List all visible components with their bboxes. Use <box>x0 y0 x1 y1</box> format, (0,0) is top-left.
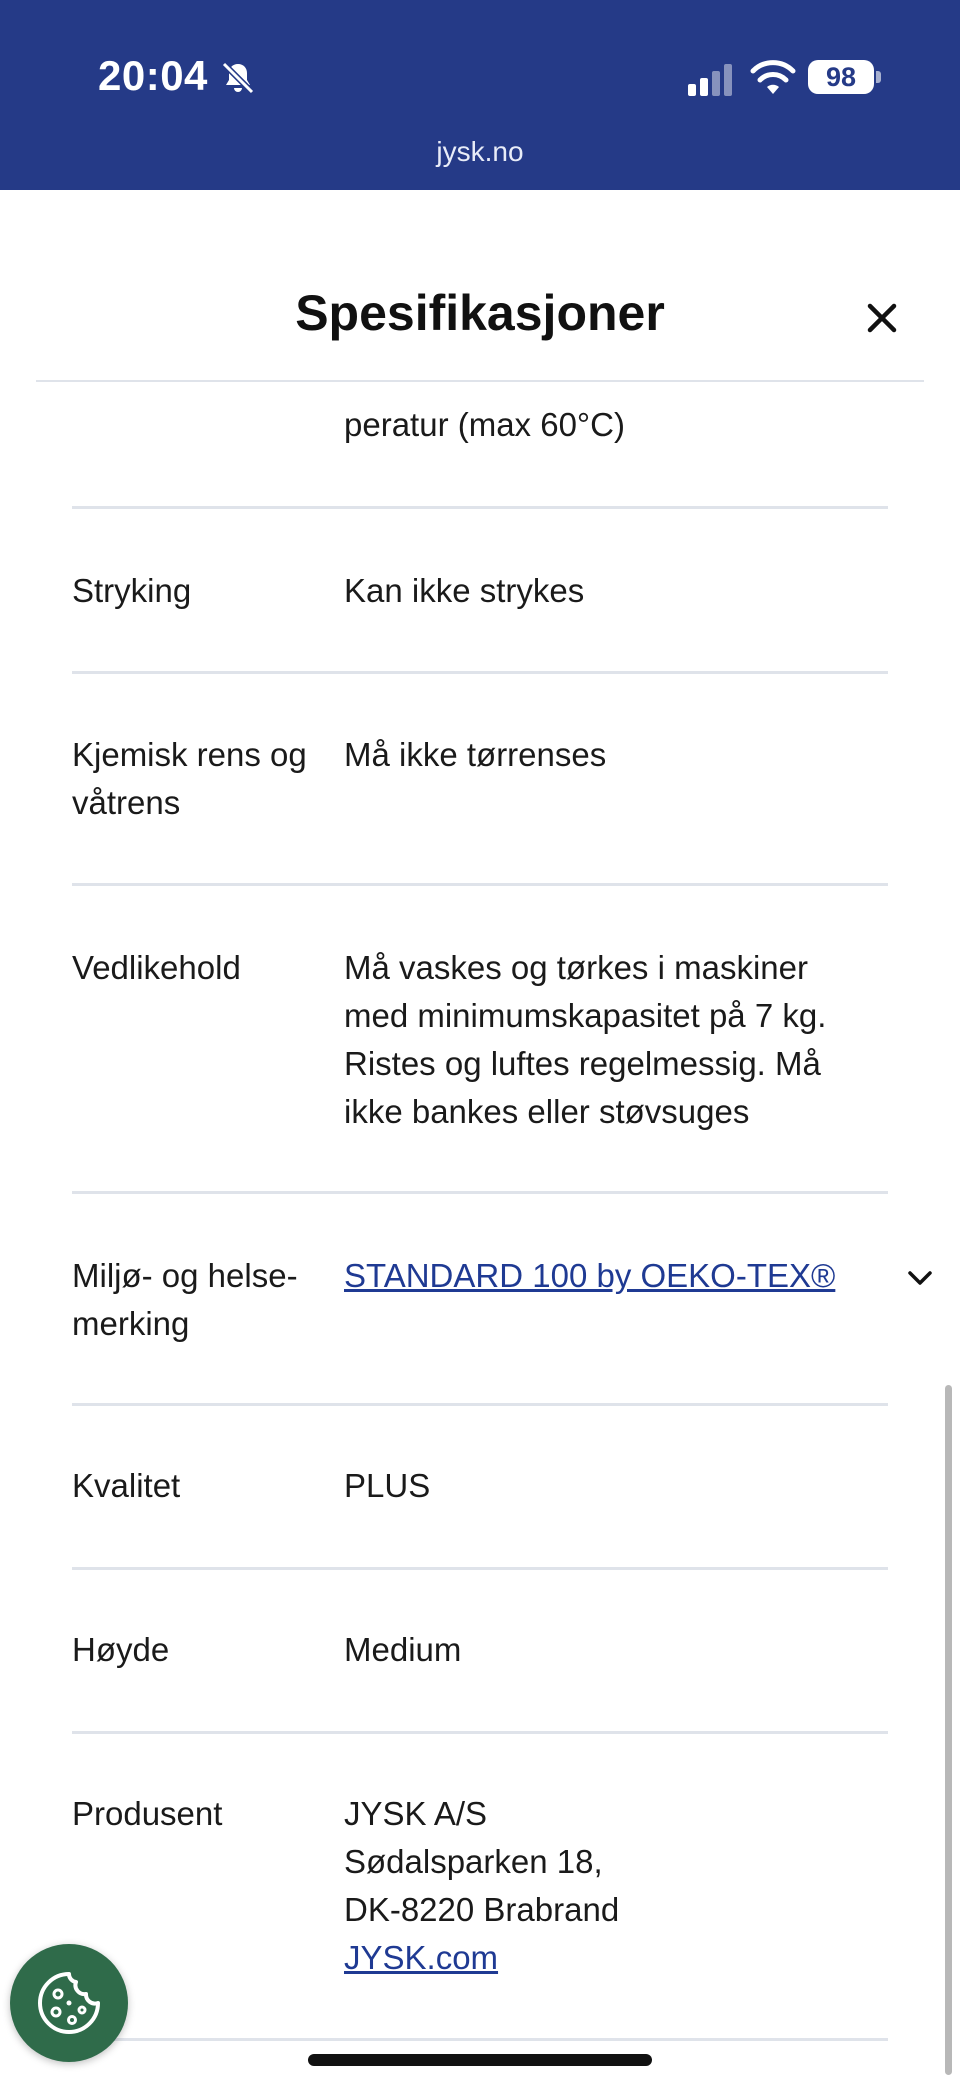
spec-value: PLUS <box>344 1467 431 1504</box>
battery-tip <box>876 71 881 83</box>
spec-value-line: Sødalsparken 18, <box>344 1843 603 1880</box>
bell-slash-icon <box>218 58 258 98</box>
browser-url[interactable]: jysk.no <box>436 136 524 167</box>
spec-label: Produsent <box>72 1795 223 1832</box>
spec-label: Kvalitet <box>72 1467 181 1504</box>
spec-value-line: med minimumskapasitet på 7 kg. <box>344 997 827 1034</box>
spec-label: Vedlikehold <box>72 949 241 986</box>
wifi-icon <box>750 60 796 96</box>
spec-value <box>344 944 884 1136</box>
scrollbar[interactable] <box>945 1385 952 2075</box>
status-bar <box>0 0 960 190</box>
spec-value: Medium <box>344 1631 462 1668</box>
spec-value <box>344 1252 884 1300</box>
jysk-com-link[interactable]: JYSK.com <box>344 1939 499 1976</box>
spec-label-line: våtrens <box>72 784 181 821</box>
spec-value-line: Må vaskes og tørkes i maskiner <box>344 949 808 986</box>
spec-label <box>72 731 322 827</box>
spec-label-line: Miljø- og helse- <box>72 1257 298 1294</box>
spec-label-line: merking <box>72 1305 190 1342</box>
row-divider <box>72 1731 888 1734</box>
spec-label: Stryking <box>72 572 192 609</box>
row-divider <box>72 671 888 674</box>
oeko-tex-link[interactable]: STANDARD 100 by OEKO-TEX® <box>344 1257 836 1294</box>
row-divider <box>72 506 888 509</box>
cookie-settings-button[interactable] <box>10 1944 128 2062</box>
spec-list[interactable] <box>0 382 960 2087</box>
spec-label <box>72 1252 322 1348</box>
signal-icon <box>686 64 736 96</box>
spec-value <box>344 1790 884 1982</box>
row-divider <box>72 2038 888 2041</box>
spec-value-line: DK-8220 Brabrand <box>344 1891 620 1928</box>
row-divider <box>72 1191 888 1194</box>
cookie-icon <box>36 1970 102 2036</box>
home-indicator[interactable] <box>308 2054 652 2066</box>
row-divider <box>72 1403 888 1406</box>
spec-value-partial: peratur (max 60°C) <box>344 406 625 443</box>
close-icon[interactable] <box>862 298 902 338</box>
spec-value-line: ikke bankes eller støvsuges <box>344 1093 750 1130</box>
spec-value-line: Ristes og luftes regelmessig. Må <box>344 1045 821 1082</box>
spec-value-line: JYSK A/S <box>344 1795 488 1832</box>
spec-label: Høyde <box>72 1631 170 1668</box>
modal-title: Spesifikasjoner <box>295 285 665 341</box>
spec-label-line: Kjemisk rens og <box>72 736 307 773</box>
chevron-down-icon[interactable] <box>904 1262 936 1294</box>
row-divider <box>72 883 888 886</box>
row-divider <box>72 1567 888 1570</box>
spec-value: Kan ikke strykes <box>344 572 585 609</box>
status-time: 20:04 <box>98 52 208 99</box>
spec-value: Må ikke tørrenses <box>344 736 607 773</box>
battery-indicator: 98 <box>808 60 874 94</box>
